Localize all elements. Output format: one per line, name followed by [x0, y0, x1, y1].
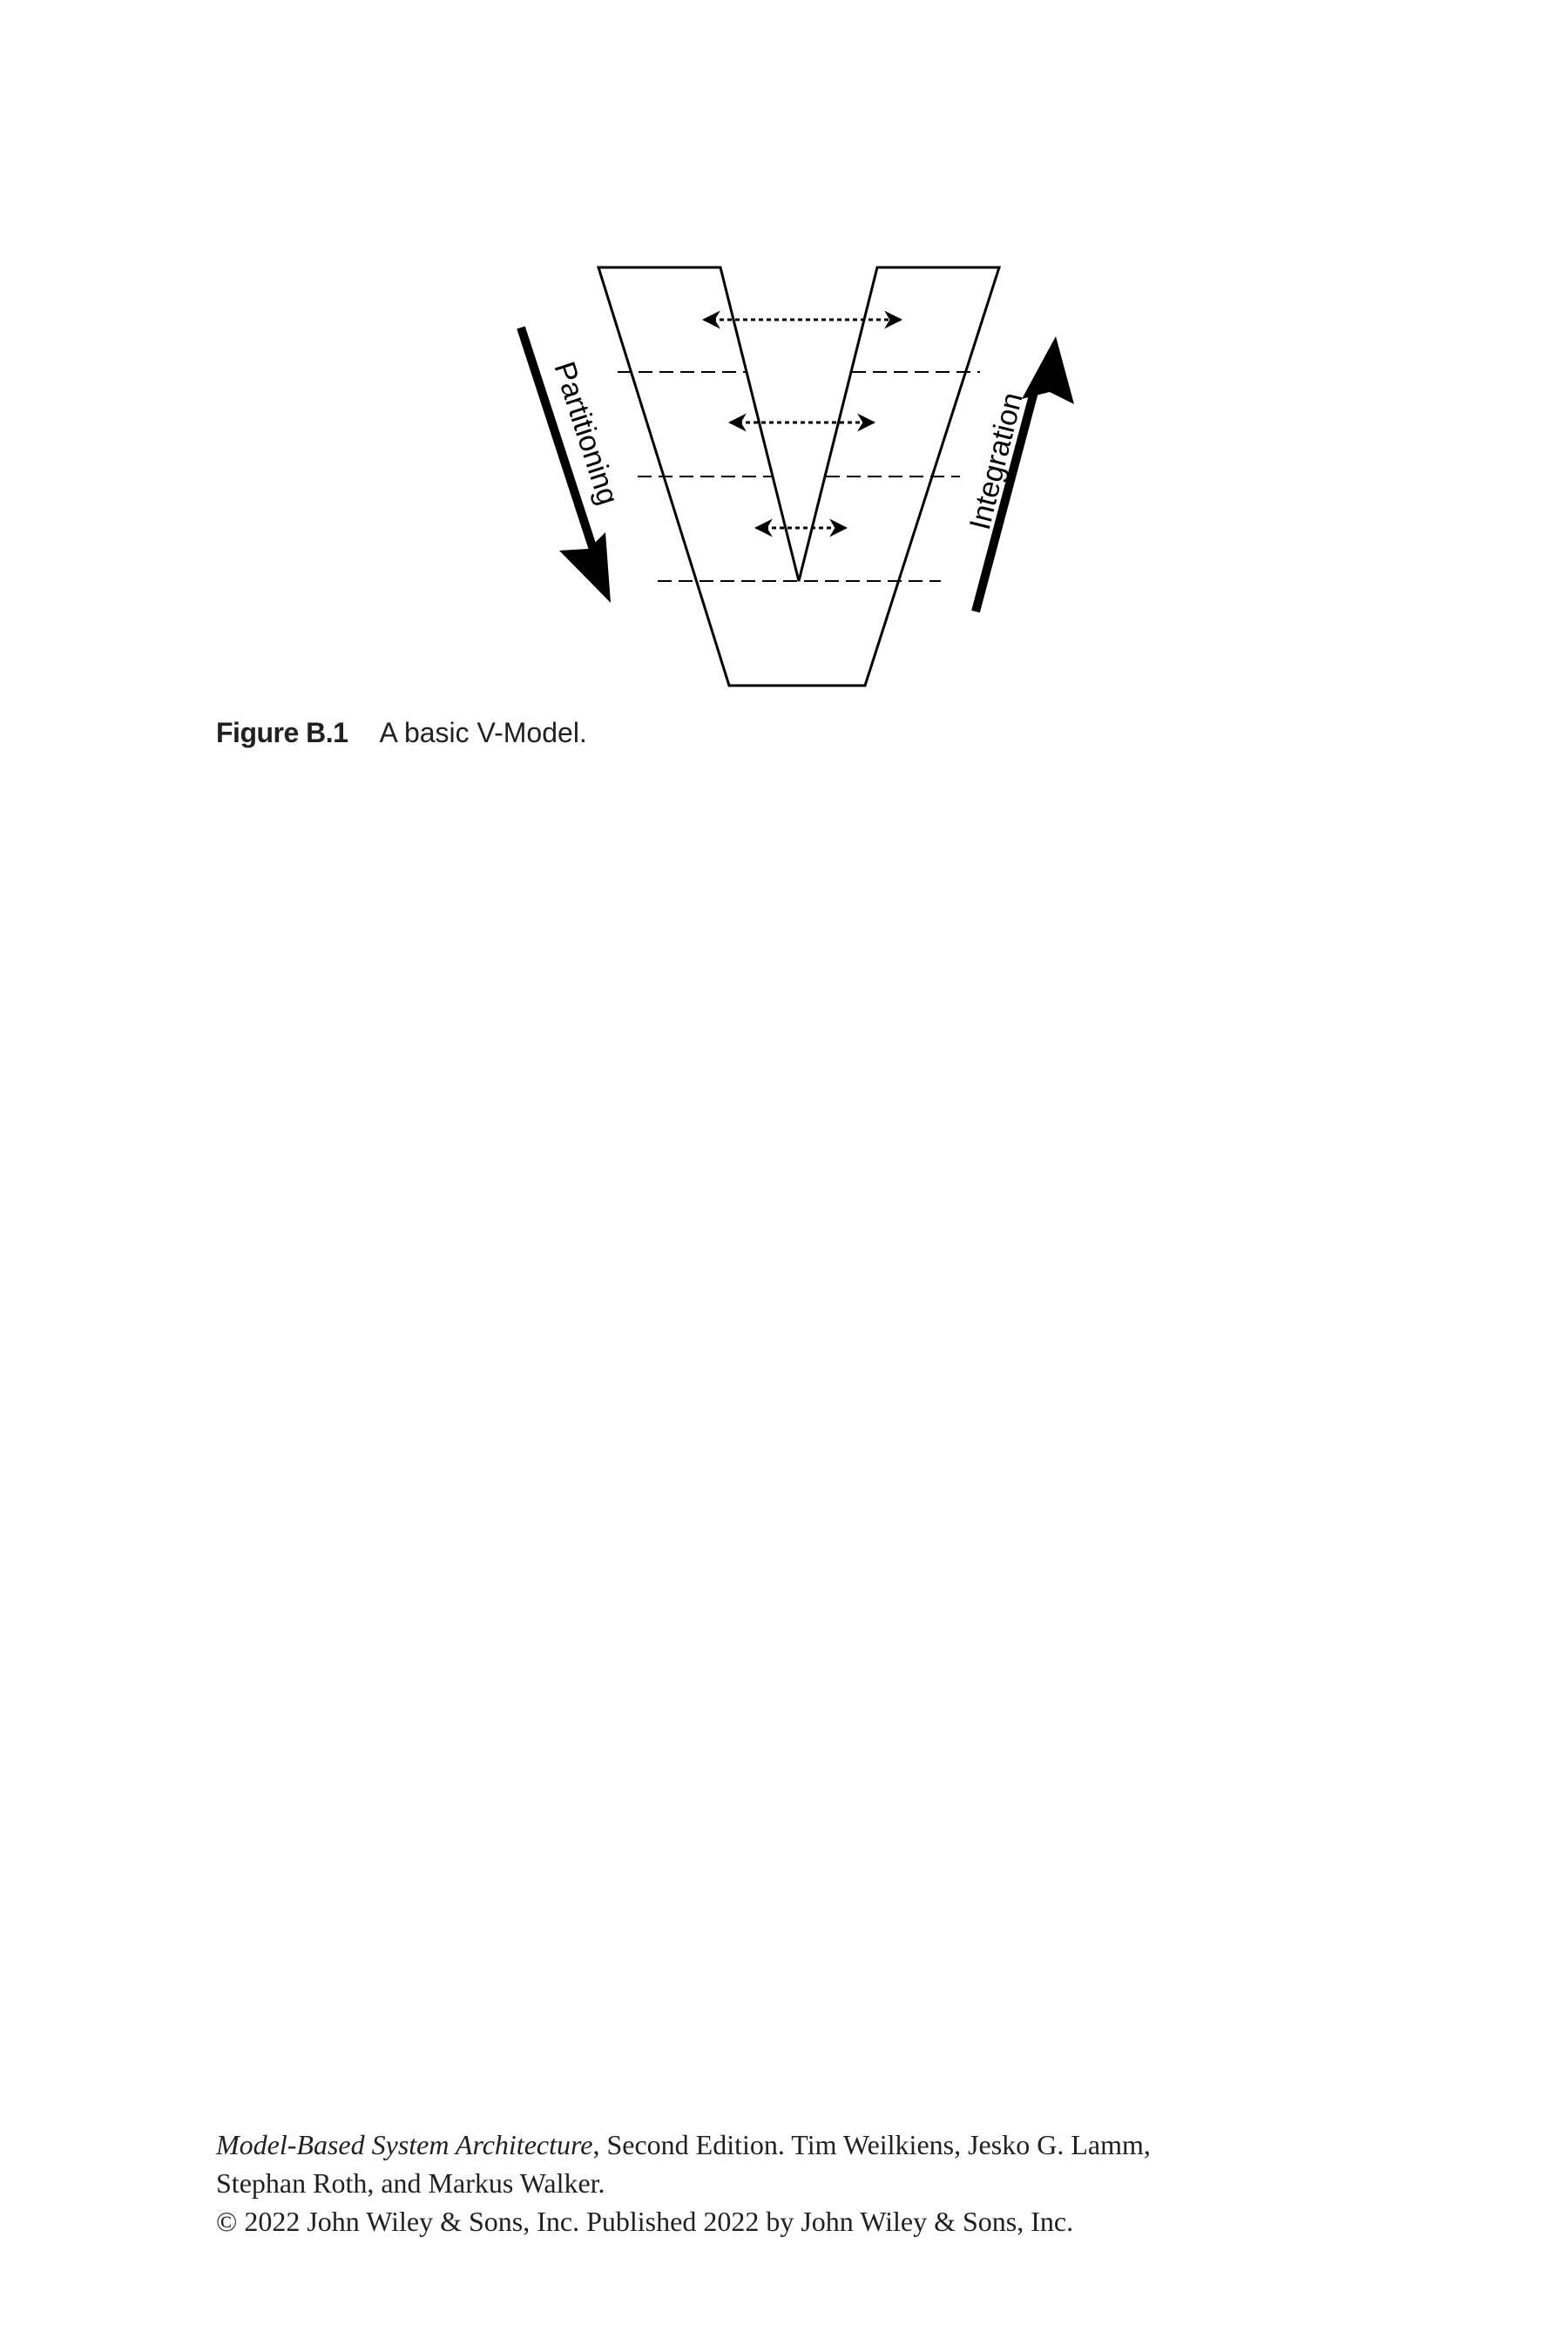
caption-label: Figure B.1	[216, 717, 348, 748]
footnote-line-1	[216, 2126, 1348, 2164]
partitioning-label: Partitioning	[547, 357, 625, 510]
correspondence-arrows	[704, 320, 901, 528]
footnote-line-1-rest: , Second Edition. Tim Weilkiens, Jesko G. Lamm,	[592, 2129, 1151, 2160]
integration-label: Integration	[963, 389, 1030, 533]
figure-caption	[216, 716, 587, 749]
partitioning-arrow	[521, 328, 625, 603]
v-model-diagram	[488, 253, 1098, 706]
integration-arrowhead	[1022, 336, 1074, 404]
partitioning-arrowhead	[559, 532, 611, 603]
v-model-figure	[488, 253, 1098, 706]
integration-arrow	[963, 336, 1074, 612]
copyright-footnote	[216, 2126, 1348, 2240]
footnote-line-2: Stephan Roth, and Markus Walker.	[216, 2167, 605, 2199]
level-lines	[618, 372, 980, 581]
caption-text: A basic V-Model.	[379, 717, 587, 748]
book-title: Model-Based System Architecture	[216, 2129, 593, 2160]
footnote-line-3: © 2022 John Wiley & Sons, Inc. Published 2022 by John Wiley & Sons, Inc.	[216, 2206, 1074, 2237]
